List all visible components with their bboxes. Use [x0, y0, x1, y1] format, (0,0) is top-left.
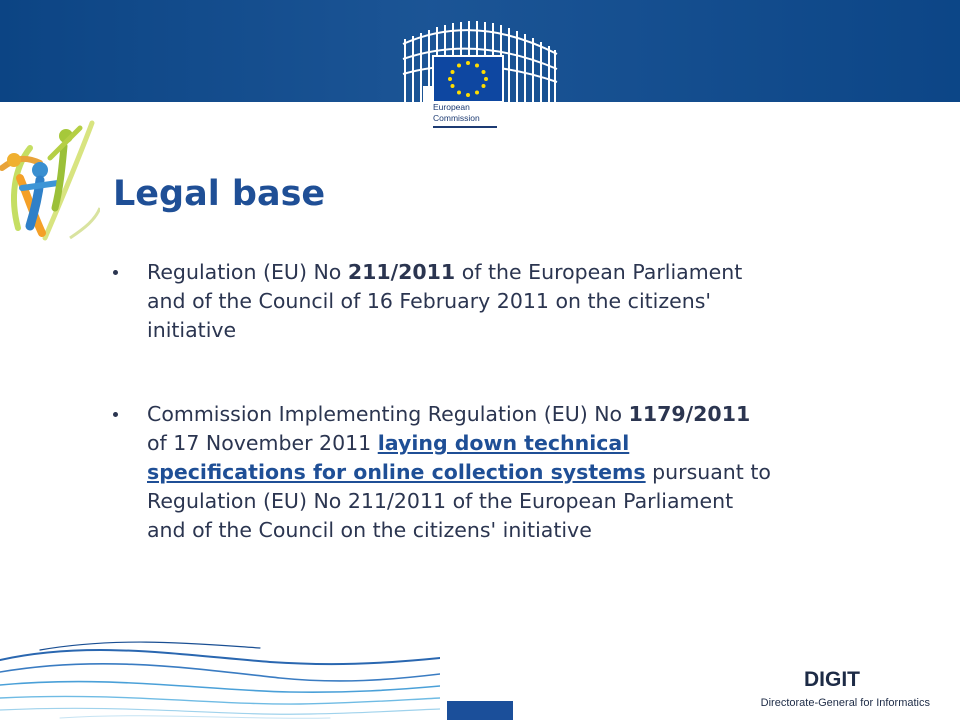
logo-wordmark: European Commission [433, 102, 480, 123]
bullet-line [147, 429, 931, 458]
regulation-number: 211/2011 [347, 260, 456, 284]
bullet-text: pursuant to [645, 460, 771, 484]
digit-title: DIGIT [804, 668, 860, 691]
bullet-text: of 17 November 2011 [147, 431, 378, 455]
bullet-line: and of the Council of 16 February 2011 on the citizens' [147, 289, 712, 313]
bullet-text: Regulation (EU) No [147, 260, 348, 284]
people-figures-icon [0, 108, 100, 248]
digit-subtitle: Directorate-General for Informatics [760, 697, 930, 709]
wave-lines-decoration [0, 630, 440, 720]
bullet-line [147, 400, 931, 429]
bullet-text: Commission Implementing Regulation (EU) No [147, 402, 629, 426]
bullet-text: of the European Parliament [455, 260, 743, 284]
european-commission-logo [395, 14, 565, 136]
logo-underline [433, 126, 497, 128]
commission-building-icon [395, 14, 565, 136]
bullet-line [147, 458, 931, 487]
bullet-regulation-1179 [111, 400, 931, 545]
bullet-dot-icon [113, 270, 118, 275]
bullet-list [111, 258, 931, 545]
bullet-line: initiative [147, 318, 237, 342]
slide-title: Legal base [113, 174, 326, 214]
bullet-line [147, 258, 931, 287]
bullet-line: and of the Council on the citizens' initiative [147, 518, 592, 542]
technical-specifications-link-cont[interactable]: specifications for online collection systems [147, 460, 646, 484]
technical-specifications-link[interactable]: laying down technical [377, 431, 630, 455]
footer-tab [447, 701, 513, 720]
regulation-number: 1179/2011 [628, 402, 751, 426]
bullet-regulation-211 [111, 258, 931, 345]
bullet-dot-icon [113, 412, 118, 417]
bullet-line: Regulation (EU) No 211/2011 of the European Parliament [147, 489, 734, 513]
digit-footer [761, 668, 930, 710]
